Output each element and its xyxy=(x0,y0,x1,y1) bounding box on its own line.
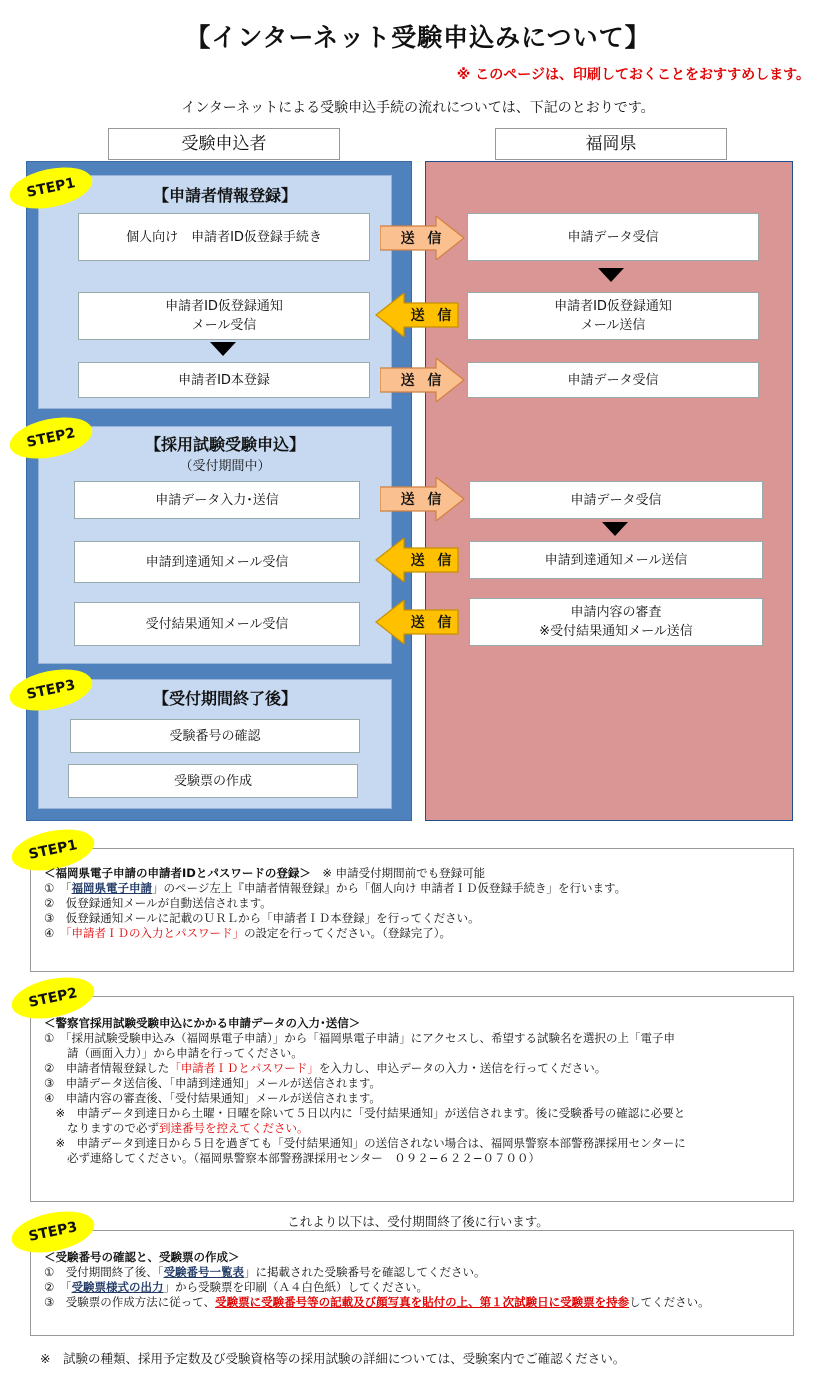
detail-title-note: ※ 申請受付期間前でも登録可能 xyxy=(322,866,486,880)
down-arrow-icon xyxy=(602,522,628,536)
flow-box-temp-notice-send xyxy=(467,292,759,340)
box-label: 受験番号の確認 xyxy=(169,728,261,744)
exam-number-list-link[interactable]: 受験番号一覧表 xyxy=(163,1265,245,1279)
flow-box-id-registration xyxy=(78,362,370,398)
send-arrow-left-1 xyxy=(374,293,460,337)
flow-box-temp-notice-receive xyxy=(78,292,370,340)
box-label: 申請データ受信 xyxy=(570,492,662,508)
detail-title: ＜受験番号の確認と、受験票の作成＞ xyxy=(44,1250,240,1264)
column-header-fukuoka: 福岡県 xyxy=(495,128,727,160)
text: してください。 xyxy=(629,1295,710,1309)
step3-detail-text xyxy=(44,1250,710,1310)
badge-label: STEP1 xyxy=(27,837,79,863)
detail-title: ＜警察官採用試験受験申込にかかる申請データの入力･送信＞ xyxy=(44,1016,361,1030)
flow-box-review-result-send xyxy=(469,598,763,646)
box-label: 申請データ受信 xyxy=(567,229,659,245)
badge-label: STEP3 xyxy=(27,1219,79,1245)
highlight-text: 「申請者ＩＤの入力とパスワード」 xyxy=(65,926,245,940)
text: の設定を行ってください。（登録完了）。 xyxy=(244,926,452,940)
step1-badge xyxy=(8,166,94,210)
box-label: 申請到達通知メール受信 xyxy=(145,554,289,570)
text: 」のページ左上『申請者情報登録』から「個人向け 申請者ＩＤ仮登録手続き」を行います。 xyxy=(152,881,627,895)
step2-detail-badge xyxy=(10,976,96,1020)
detail-note: ※ 申請データ到達日から土曜・日曜を除いて５日以内に「受付結果通知」が送信されます。後に受験番号の確認に必要と xyxy=(44,1106,686,1120)
badge-label: STEP1 xyxy=(25,175,77,201)
step3-detail-badge xyxy=(10,1210,96,1254)
box-label: 受験票の作成 xyxy=(173,773,252,789)
detail-item: ③ 申請データ送信後、「申請到達通知」メールが送信されます。 xyxy=(44,1076,381,1090)
send-label: 送 信 xyxy=(410,615,456,631)
detail-note: ※ 申請データ到達日から５日を過ぎても「受付結果通知」の送信されない場合は、福岡県警察本部警務課採用センターに xyxy=(44,1136,686,1150)
send-label: 送 信 xyxy=(410,553,456,569)
send-label: 送 信 xyxy=(410,308,456,324)
badge-label: STEP2 xyxy=(25,425,77,451)
flow-box-arrival-mail-send xyxy=(469,541,763,579)
flow-box-data-input-send xyxy=(74,481,360,519)
detail-item: 請（画面入力）」から申請を行ってください。 xyxy=(44,1046,303,1060)
highlight-text: 受験票に受験番号等の記載及び顔写真を貼付の上、第１次試験日に受験票を持参 xyxy=(215,1295,630,1309)
box-label: 受付結果通知メール受信 xyxy=(145,616,289,632)
detail-item: ② 仮登録通知メールが自動送信されます。 xyxy=(44,896,272,910)
step2-subheading: （受付期間中） xyxy=(179,459,271,474)
flow-box-id-temp-registration xyxy=(78,213,370,261)
fukuoka-e-application-link[interactable]: 福岡県電子申請 xyxy=(71,881,153,895)
flow-box-exam-ticket-create xyxy=(68,764,358,798)
highlight-text: 到達番号を控えてください。 xyxy=(159,1121,309,1135)
step3-heading: 【受付期間終了後】 xyxy=(152,689,297,708)
send-arrow-left-3 xyxy=(374,600,460,644)
text: ③ 受験票の作成方法に従って、 xyxy=(44,1295,216,1309)
flow-box-result-mail-receive xyxy=(74,602,360,646)
box-label: 申請データ入力･送信 xyxy=(155,492,279,508)
text: ① 「 xyxy=(44,881,72,895)
box-label: 申請データ受信 xyxy=(567,372,659,388)
step2-heading: 【採用試験受験申込】 xyxy=(144,435,305,454)
box-label: 申請者ID本登録 xyxy=(178,372,270,388)
box-label: 申請内容の審査 ※受付結果通知メール送信 xyxy=(539,605,693,639)
detail-title: ＜福岡県電子申請の申請者IDとパスワードの登録＞ xyxy=(44,866,311,880)
box-label: 申請者ID仮登録通知 メール受信 xyxy=(165,299,283,333)
badge-label: STEP2 xyxy=(27,985,79,1011)
down-arrow-icon xyxy=(210,342,236,356)
detail-note: 必ず連絡してください。（福岡県警察本部警務課採用センター ０９２−６２２−０７００） xyxy=(44,1151,541,1165)
box-label: 個人向け 申請者ID仮登録手続き xyxy=(126,229,322,245)
flow-box-exam-number-check xyxy=(70,719,360,753)
flow-box-data-receive-3 xyxy=(469,481,763,519)
text: 」から受験票を印刷（Ａ４白色紙）してください。 xyxy=(163,1280,429,1294)
send-label: 送 信 xyxy=(400,492,446,508)
send-arrow-right-3 xyxy=(380,477,466,521)
flow-box-data-receive-1 xyxy=(467,213,759,261)
detail-item: ① 「採用試験受験申込み（福岡県電子申請）」から「福岡県電子申請」にアクセスし、希望する試験名を選択の上「電子申 xyxy=(44,1031,675,1045)
intro-text: インターネットによる受験申込手続の流れについては、下記のとおりです。 xyxy=(181,100,655,116)
text: ② 申請者情報登録した xyxy=(44,1061,170,1075)
highlight-text: 「申請者ＩＤとパスワード」 xyxy=(169,1061,319,1075)
step2-badge xyxy=(8,416,94,460)
after-period-note: これより以下は、受付期間終了後に行います。 xyxy=(287,1214,549,1229)
step1-heading: 【申請者情報登録】 xyxy=(152,186,297,205)
exam-ticket-form-link[interactable]: 受験票様式の出力 xyxy=(71,1280,164,1294)
step3-badge xyxy=(8,668,94,712)
text: ② 「 xyxy=(44,1280,72,1294)
page-title: 【インターネット受験申込みについて】 xyxy=(185,23,651,52)
text: ① 受付期間終了後、「 xyxy=(44,1265,164,1279)
column-header-applicant: 受験申込者 xyxy=(108,128,340,160)
send-arrow-right-2 xyxy=(380,358,466,402)
step1-detail-text xyxy=(44,866,626,941)
box-label: 申請到達通知メール送信 xyxy=(544,552,688,568)
detail-item: ④ 申請内容の審査後、「受付結果通知」メールが送信されます。 xyxy=(44,1091,381,1105)
text: を入力し、申込データの入力・送信を行ってください。 xyxy=(318,1061,607,1075)
box-label: 申請者ID仮登録通知 メール送信 xyxy=(554,299,672,333)
step2-detail-text xyxy=(44,1016,686,1166)
text: ④ xyxy=(44,926,66,940)
flow-box-data-receive-2 xyxy=(467,362,759,398)
send-label: 送 信 xyxy=(400,231,446,247)
print-note: ※ このページは、印刷しておくことをおすすめします。 xyxy=(456,67,810,83)
send-arrow-right-1 xyxy=(380,216,466,260)
send-arrow-left-2 xyxy=(374,538,460,582)
detail-item: ③ 仮登録通知メールに記載のＵＲＬから「申請者ＩＤ本登録」を行ってください。 xyxy=(44,911,480,925)
text: なりますので必ず xyxy=(44,1121,159,1135)
badge-label: STEP3 xyxy=(25,677,77,703)
text: 」に掲載された受験番号を確認してください。 xyxy=(244,1265,486,1279)
footer-note: ※ 試験の種類、採用予定数及び受験資格等の採用試験の詳細については、受験案内でご確認ください。 xyxy=(40,1351,626,1366)
send-label: 送 信 xyxy=(400,373,446,389)
flow-box-arrival-mail-receive xyxy=(74,541,360,583)
down-arrow-icon xyxy=(598,268,624,282)
